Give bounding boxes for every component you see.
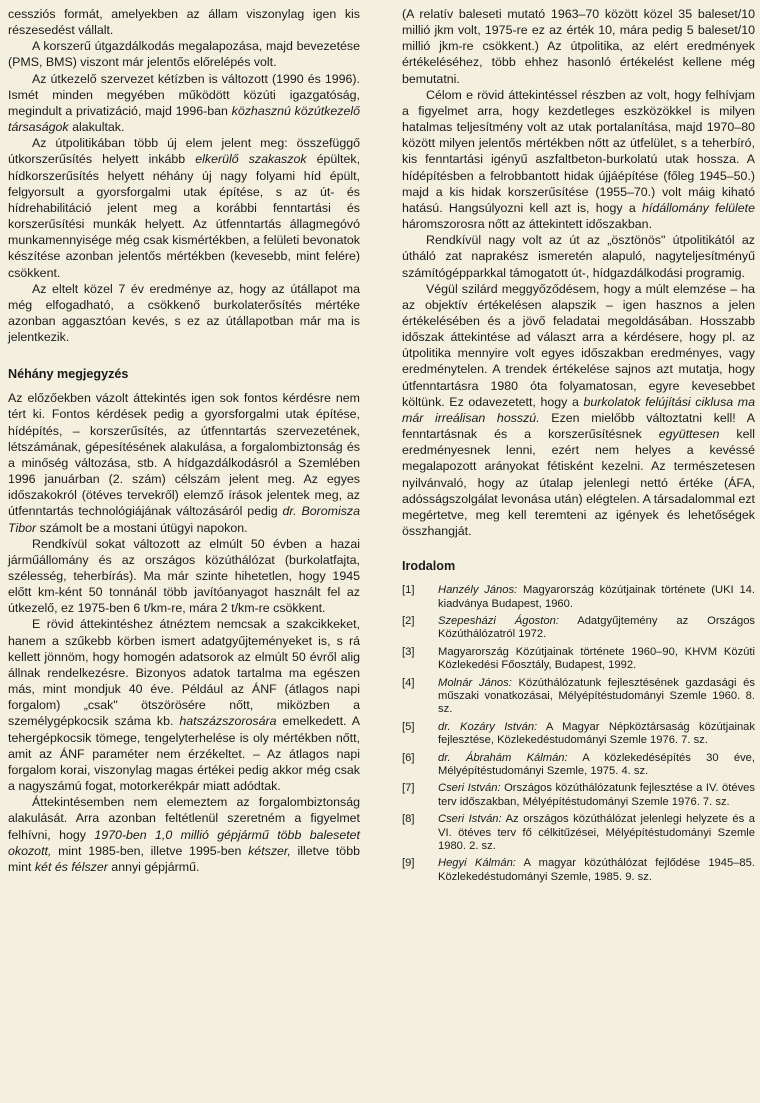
paragraph: Az előzőekben vázolt áttekintés igen sok fontos kérdésre nem tért ki. Fontos kérdések pedig a gyorsforgalmi utak építése, hídépítés, – korszerűsítés, az útfenntartás szervezetének, létszámának, gépesítésének alakulása, a forgalombiztonság és a minőség változása, stb. A hídgazdálkodásról a Szemlében 1996 januárban (2. szám) célszám jelent meg. Az egyes időszakokról (ötéves tervekről) elemző írások jelentek meg, az útfenntartás technológiájának változásáról pedig dr. Boromisza Tibor számolt be a mostani útügyi napokon.	[8, 391, 360, 535]
reference-item	[402, 782, 755, 809]
reference-number: [6]	[402, 751, 415, 764]
reference-text: Az országos közúthálózat jelenlegi helyzete és a VI. ötéves terv fő célkitűzései, Mélyépítéstudományi Szemle 1980. 2. sz.	[438, 813, 756, 853]
reference-text: Adatgyűjtemény az Országos Közúthálózatról 1972.	[438, 614, 756, 641]
reference-author: Hegyi Kálmán:	[438, 857, 516, 870]
paragraph: A korszerű útgazdálkodás megalapozása, majd bevezetése (PMS, BMS) viszont már jelentős előrelépés volt.	[8, 39, 360, 70]
reference-author: dr. Ábrahám Kálmán:	[438, 751, 568, 764]
references-heading: Irodalom	[402, 559, 456, 574]
left-column	[8, 6, 360, 875]
paragraph: Az eltelt közel 7 év eredménye az, hogy az útállapot ma még elfogadható, a csökkenő burkolaterősítés mértéke azonban aggasztóan kevés, s ez az útállapotban már ma is jelentkezik.	[8, 281, 360, 345]
reference-item	[402, 721, 755, 748]
paragraph: Célom e rövid áttekintéssel részben az volt, hogy felhívjam a figyelmet arra, hogy kezdetleges eszközökkel is milyen hatalmas teljesítmény volt az utak portalanítása, majd 1970–80 között milyen jelentős mértékben nőtt az útfelület, s a teherbíró, kis fenntartási igényű aszfaltbeton-burkolatú utak hossza. A hídépítésben a felrobbantott hidak újjáépítése (főleg 1945–50.) majd a kis hidak korszerűsítése (1955–70.) volt máig kiható hatású. Hangsúlyozni kell azt is, hogy a hídállomány felülete háromszorosra nőtt az áttekintett időszakban.	[402, 87, 755, 232]
reference-item	[402, 584, 755, 611]
reference-number: [9]	[402, 857, 415, 870]
paragraph: Áttekintésemben nem elemeztem az forgalombiztonság alakulását. Arra azonban feltétlenül szeretném a figyelmet felhívni, hogy 1970-ben 1,0 millió gépjármű több balesetet okozott, mint 1985-ben, illetve 1995-ben kétszer, illetve több mint két és félszer annyi gépjármű.	[8, 795, 360, 874]
references-list	[402, 584, 755, 884]
reference-number: [3]	[402, 645, 415, 658]
emphasis: burkolatok felújítási ciklusa ma már irreálisan hosszú.	[402, 394, 755, 425]
paragraph: E rövid áttekintéshez átnéztem nemcsak a szakcikkeket, hanem a szűkebb körben ismert adatgyűjteményeket is, s rá kellett jönnöm, hogy homogén adatsorok az elmúlt 50 évről alig állnak rendelkezésre. Bizonyos adatok tartalma ma egészen más, mint mondjuk 40 éve. Például az ÁNF (átlagos napi forgalom) „csak" ötszörösére nőtt, miközben a személygépkocsik száma kb. hatszázszorosára emelkedett. A tehergépkocsik tömege, tengelyterhelése is oly mértékben nőtt, amit az ÁNF paraméter nem érzékeltet. – Az átlagos napi forgalom korai, viszonylag magas értékei pedig akkor még csak a nagyszámú fogat, motorkerékpár miatt adódtak.	[8, 617, 360, 794]
reference-author: Molnár János:	[438, 676, 512, 689]
emphasis: elkerülő szakaszok	[195, 152, 307, 167]
reference-text: A magyar közúthálózat fejlődése 1945–85. Közlekedéstudományi Szemle, 1985. 9. sz.	[438, 857, 755, 883]
emphasis: dr. Boromisza Tibor	[8, 504, 360, 535]
reference-text: A közlekedésépítés 30 éve, Mélyépítéstudományi Szemle, 1975. 4. sz.	[438, 751, 756, 778]
reference-author: Cseri István:	[438, 813, 502, 826]
paragraph: Az útkezelő szervezet kétízben is változott (1990 és 1996). Ismét minden megyében működött közúti igazgatóság, megindult a privatizáció, majd 1996-ban közhasznú közútkezelő társaságok alakultak.	[8, 71, 360, 135]
emphasis: 1970-ben 1,0 millió gépjármű több balesetet okozott,	[8, 827, 360, 858]
reference-item	[402, 813, 755, 853]
right-column	[402, 6, 755, 888]
reference-item	[402, 857, 755, 884]
reference-text: Közúthálózatunk fejlesztésének gazdasági és műszaki vonatkozásai, Mélyépítéstudományi Szemle 1960. 8. sz.	[438, 676, 755, 716]
emphasis: kétszer,	[248, 843, 291, 858]
emphasis: hatszázszorosára	[179, 714, 277, 729]
reference-text: Országos közúthálózatunk fejlesztése a IV. ötéves terv időszakban, Mélyépítéstudományi Szemle 1976. 7. sz.	[438, 782, 756, 808]
reference-author: Szepesházi Ágoston:	[438, 614, 559, 627]
reference-author: dr. Kozáry István:	[438, 720, 538, 733]
reference-item	[402, 752, 755, 779]
paragraph: Az útpolitikában több új elem jelent meg: összefüggő útkorszerűsítés helyett inkább elkerülő szakaszok épültek, hídkorszerűsítés helyett néhány új nagy folyami híd épült, felgyorsult a gyorsforgalmi utak építése, s az út- és hídrehabilitáció jelent meg a korábbi fenntartási és korszerűsítési munkák helyett. Az útfenntartás állagmegóvó munkamennyisége még csak kismértékben, a felületi bevonatok készítése azonban jelentős mértékben (kevesebb, mint felére) csökkent.	[8, 136, 361, 280]
reference-text: A Magyar Népköztársaság közútjainak fejlesztése, Közlekedéstudományi Szemle 1976. 7. sz.	[438, 720, 755, 747]
emphasis: közhasznú közútkezelő társaságok	[8, 103, 360, 135]
reference-number: [1]	[402, 584, 415, 597]
reference-number: [4]	[402, 676, 415, 689]
reference-number: [5]	[402, 720, 415, 733]
paragraph: Végül szilárd meggyőződésem, hogy a múlt elemzése – ha az objektív értékelésen alapszik – igen hasznos a jelen értékelésében és a jövő feladatai megoldásában. Hosszabb időszak áttekintése ad választ arra a kérdésere, hogy pl. az útpolitika mennyire volt egyes időszakban eredményes, vagy eredménytelen. A trendek értékelése sajnos azt mutatja, hogy útfenntartásra 1980 óta folyamatosan, egyre kevesebbet költünk. Ez odavezetett, hogy a burkolatok felújítási ciklusa ma már irreálisan hosszú. Ezen mielőbb változtatni kell! A fenntartásnak és a korszerűsítésnek együttesen kell eredményesnek lenni, ezért nem helyes a kevéssé megalapozott arányokat fétisként kezelni. Az természetesen nyilvánvaló, hogy az útalap jelenlegi nettó értéke (ÁFA, adósságszolgálat levonása után) elégtelen. A társadalommal ezt megértetve, meg kell teremteni az igények és lehetőségek összhangját.	[402, 281, 755, 538]
paragraph: Rendkívül sokat változott az elmúlt 50 évben a hazai járműállomány és az országos közúthálózat (burkolatfajta, szélesség, teherbírás). Ma már szinte hihetetlen, hogy 1945 előtt km-ként 50 tonnánál több javítóanyagot használt fel az útkezelő, ez 1975-ben 6 t/km-re, mára 2 t/km-re csökkent.	[8, 536, 360, 616]
reference-author: Hanzély János:	[438, 584, 518, 597]
emphasis: hídállomány felülete	[641, 200, 755, 215]
paragraph: cessziós formát, amelyekben az állam viszonylag igen kis részesedést vállalt.	[8, 7, 360, 38]
reference-item	[402, 646, 755, 673]
reference-item	[402, 615, 755, 642]
paragraph: Rendkívül nagy volt az út az „ösztönös" útpolitikától az útháló zat naprakész ismeretén alapuló, nagyteljesítményű számítógépparkkal támogatott út-, hídgazdálkodási programig.	[402, 233, 755, 280]
emphasis: két és félszer	[34, 859, 108, 874]
reference-number: [8]	[402, 813, 415, 826]
reference-number: [7]	[402, 782, 415, 795]
emphasis: együttesen	[658, 427, 720, 442]
reference-number: [2]	[402, 614, 415, 627]
reference-author: Cseri István:	[438, 782, 501, 795]
reference-text: Magyarország közútjainak története (UKI 14. kiadványa Budapest, 1960.	[438, 584, 756, 610]
reference-item	[402, 677, 755, 717]
paragraph: (A relatív baleseti mutató 1963–70 között közel 35 baleset/10 millió jkm volt, 1975-re ez az érték 10, mára pedig 5 baleset/10 millió jkm-re csökkent.) Az útpolitika, az elért eredmények értékeléséhez, több ehhez hasonló értékelést kellene még bemutatni.	[402, 7, 755, 86]
reference-text: Magyarország Közútjainak története 1960–90, KHVM Közúti Közlekedési Főosztály, Budapest, 1992.	[438, 645, 755, 672]
section-heading: Néhány megjegyzés	[8, 367, 129, 382]
